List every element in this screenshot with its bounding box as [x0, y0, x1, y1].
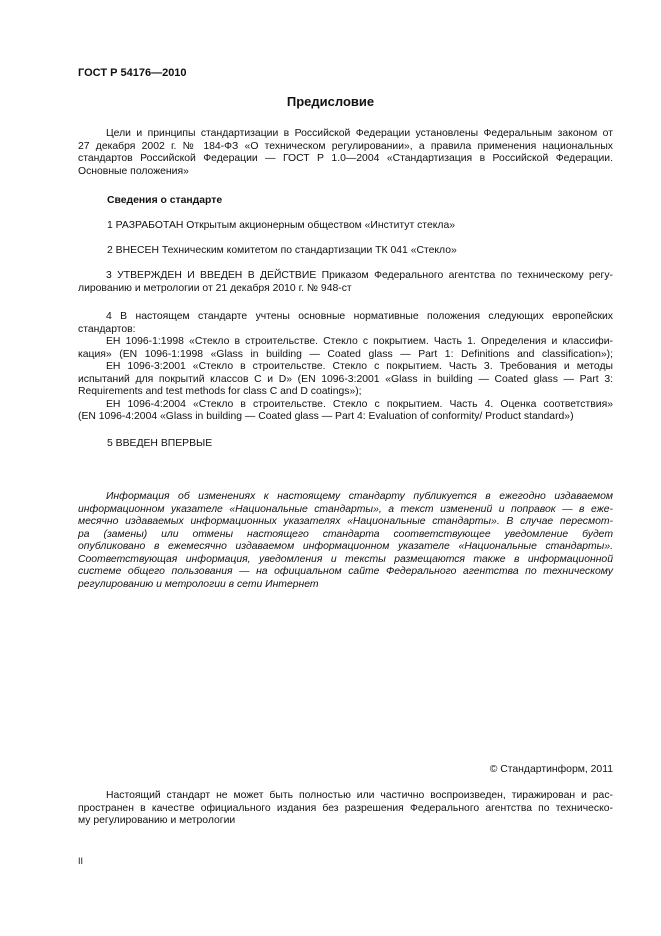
item-4-line: испытаний для покрытий классов С и D» (EN 1096-3:2001 «Glass in building — Coated glass — Part 3: [78, 373, 613, 385]
item-3-line: 3 УТВЕРЖДЕН И ВВЕДЕН В ДЕЙСТВИЕ Приказом Федерального агентства по техническому регу- [106, 270, 613, 281]
item-4-line: кация» (EN 1096-1:1998 «Glass in building — Coated glass — Part 1: Definitions and classification»); [78, 348, 613, 360]
item-3 [78, 270, 613, 295]
notice-line: опубликовано в ежемесячно издаваемом информационном указателе «Национальные стандарты». [78, 541, 613, 552]
item-4-line: (EN 1096-4:2004 «Glass in building — Coated glass — Part 4: Evaluation of conformity/ Product standard») [78, 411, 574, 422]
page-title: Предисловие [286, 94, 375, 109]
item-4-line: стандартов: [78, 323, 136, 335]
item-3-line: лированию и метрологии от 21 декабря 2010 г. № 948-ст [78, 282, 352, 294]
item-4-line: ЕН 1096-1:1998 «Стекло в строительстве. Стекло с покрытием. Часть 1. Определения и классифи- [106, 336, 613, 347]
notice-line: Информация об изменениях к настоящему стандарту публикуется в ежегодно издаваемом [106, 491, 613, 502]
document-code-header: ГОСТ Р 54176—2010 [78, 67, 187, 79]
item-4-line: ЕН 1096-4:2004 «Стекло в строительстве. Стекло с покрытием. Часть 4. Оценка соответствия» [106, 398, 613, 410]
intro-line: 27 декабря 2002 г. № 184-ФЗ «О техническом регулировании», а правила применения национальных [78, 140, 613, 152]
intro-paragraph [78, 128, 613, 178]
notice-line: ра (замены) или отмены настоящего стандарта соответствующее уведомление будет [78, 528, 613, 540]
notice-line: месячно издаваемых информационных указателях «Национальные стандарты». В случае пересмот- [78, 516, 613, 527]
intro-line: стандартов Российской Федерации — ГОСТ Р 1.0—2004 «Стандартизация в Российской Федерации. [78, 153, 613, 164]
item-1: 1 РАЗРАБОТАН Открытым акционерным обществом «Институт стекла» [107, 220, 456, 231]
copyright: © Стандартинформ, 2011 [489, 764, 613, 775]
page-number: II [78, 856, 84, 866]
reproduction-notice [78, 790, 613, 828]
amendments-notice [78, 491, 613, 591]
footer-line: му регулированию и метрологии [78, 815, 236, 826]
notice-line: Соответствующая информация, уведомления и тексты размещаются также в информационной [78, 553, 613, 565]
item-4-line: ЕН 1096-3:2001 «Стекло в строительстве. Стекло с покрытием. Часть 3. Требования и методы [106, 361, 613, 372]
item-5: 5 ВВЕДЕН ВПЕРВЫЕ [107, 438, 213, 449]
footer-line: пространен в качестве официального издания без разрешения Федерального агентства по техническо- [78, 802, 613, 814]
notice-line: регулированию и метрологии в сети Интернет [78, 578, 319, 590]
item-4-line: 4 В настоящем стандарте учтены основные нормативные положения следующих европейских [106, 311, 613, 322]
footer-line: Настоящий стандарт не может быть полностью или частично воспроизведен, тиражирован и рас- [106, 790, 613, 801]
intro-line: Основные положения» [78, 165, 189, 177]
notice-line: информационном указателе «Национальные стандарты», а текст изменений и поправок — в еже- [78, 503, 613, 515]
info-heading: Сведения о стандарте [107, 195, 223, 206]
item-4-line: Requirements and test methods for class C and D coatings»); [78, 386, 362, 397]
item-4 [78, 311, 613, 424]
item-2: 2 ВНЕСЕН Техническим комитетом по стандартизации ТК 041 «Стекло» [107, 245, 457, 256]
notice-line: системе общего пользования — на официальном сайте Федерального агентства по техническому [78, 566, 613, 577]
intro-line: Цели и принципы стандартизации в Российской Федерации установлены Федеральным законом от [106, 128, 613, 139]
